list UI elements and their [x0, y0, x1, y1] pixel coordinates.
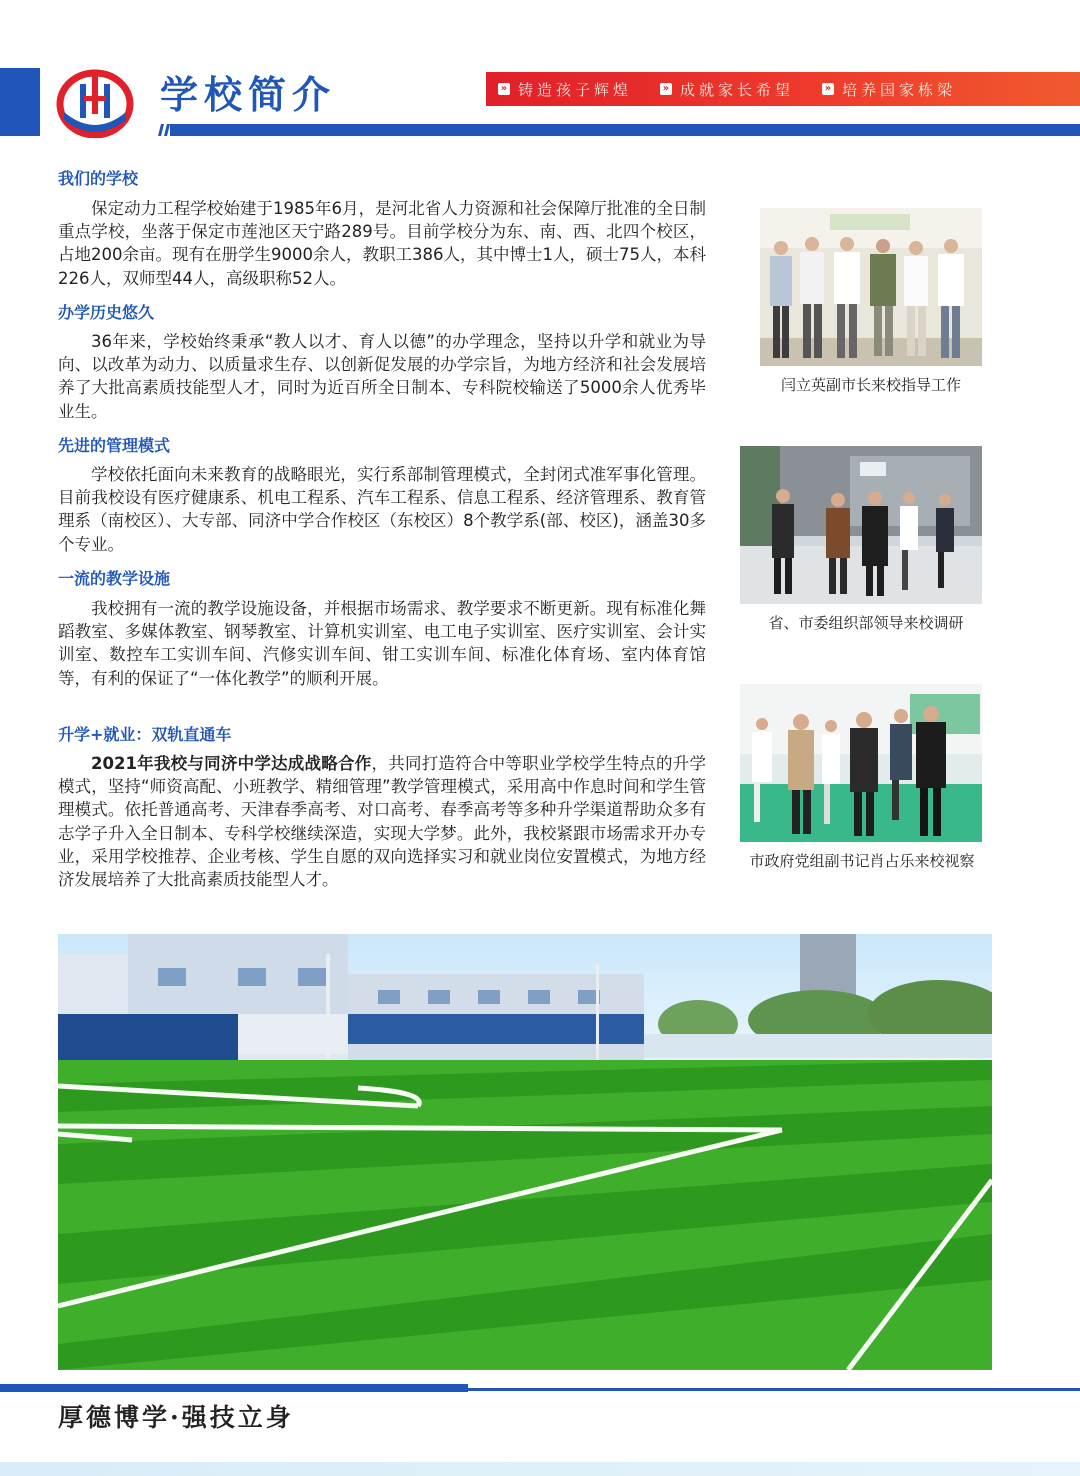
- group-photo: [760, 208, 982, 366]
- section-paragraph: 我校拥有一流的教学设施设备，并根据市场需求、教学要求不断更新。现有标准化舞蹈教室、多媒体教室、钢琴教室、计算机实训室、电工电子实训室、医疗实训室、会计实训室、数控车工实训车间、汽修实训车间、钳工实训车间、标准化体育场、室内体育馆等，有利的保证了“一体化教学”的顺利开展。: [58, 599, 706, 688]
- football-field-photo: [58, 934, 992, 1370]
- section-title: 办学历史悠久: [58, 303, 155, 322]
- header-slash-decoration: [156, 124, 170, 136]
- section-title: 一流的教学设施: [58, 569, 171, 588]
- section-paragraph-text: ，共同打造符合中等职业学校学生特点的升学模式，坚持“师资高配、小班教学、精细管理”教学管理模式，采用高中作息时间和学生管理模式。依托普通高考、天津春季高考、对口高考、春季高考等多种升学渠道帮助众多有志学子升入全日制本、专科学校继续深造，实现大学梦。此外，我校紧跟市场需求开办专业，采用学校推荐、企业考核、学生自愿的双向选择实习和就业岗位安置模式，为地方经济发展培养了大批高素质技能型人才。: [58, 754, 706, 890]
- slogan-banner: [486, 72, 1080, 106]
- section-paragraph: 保定动力工程学校始建于1985年6月，是河北省人力资源和社会保障厅批准的全日制重点学校，坐落于保定市莲池区天宁路289号。目前学校分为东、南、西、北四个校区，占地200余亩。现有在册学生9000余人，教职工386人，其中博士1人，硕士75人，本科226人，双师型44人，高级职称52人。: [58, 199, 706, 288]
- visit-photo: [740, 446, 982, 604]
- section-title: 我们的学校: [58, 169, 139, 188]
- section-paragraph: [58, 752, 706, 891]
- slogan-text: 培养国家栋梁: [842, 80, 957, 99]
- inspection-photo: [740, 684, 982, 842]
- header-rule: [170, 124, 1080, 136]
- school-logo-icon: [56, 68, 134, 138]
- slogan-item: [822, 79, 956, 100]
- school-motto: 厚德博学·强技立身: [58, 1403, 294, 1432]
- slogan-text: 铸造孩子辉煌: [518, 80, 633, 99]
- section-lead-bold: 2021年我校与同济中学达成战略合作: [91, 754, 372, 773]
- photo-caption: 市政府党组副书记肖占乐来校视察: [749, 852, 975, 870]
- bottom-band: [0, 1462, 1080, 1476]
- page-title: 学校简介: [160, 73, 337, 117]
- chevron-right-icon: »: [498, 83, 510, 95]
- photo-caption: 省、市委组织部领导来校调研: [768, 614, 964, 632]
- chevron-right-icon: »: [822, 83, 834, 95]
- slogan-item: [498, 79, 632, 100]
- slogan-text: 成就家长希望: [680, 80, 795, 99]
- footer-rule: [0, 1384, 468, 1392]
- section-paragraph: 36年来，学校始终秉承“教人以才、育人以德”的办学理念，坚持以升学和就业为导向、以改革为动力、以质量求生存、以创新促发展的办学宗旨，为地方经济和社会发展培养了大批高素质技能型人才，同时为近百所全日制本、专科院校输送了5000余人优秀毕业生。: [58, 332, 706, 421]
- footer-rule-thin: [468, 1388, 1080, 1391]
- chevron-right-icon: »: [660, 83, 672, 95]
- header-left-bar: [0, 68, 40, 136]
- section-paragraph: 学校依托面向未来教育的战略眼光，实行系部制管理模式，全封闭式准军事化管理。目前我校设有医疗健康系、机电工程系、汽车工程系、信息工程系、经济管理系、教育管理系（南校区）、大专部、同济中学合作校区（东校区）8个教学系(部、校区)，涵盖30多个专业。: [58, 465, 706, 554]
- section-title: 先进的管理模式: [58, 436, 171, 455]
- section-title: 升学+就业：双轨直通车: [58, 725, 232, 744]
- photo-caption: 闫立英副市长来校指导工作: [780, 376, 961, 394]
- slogan-item: [660, 79, 794, 100]
